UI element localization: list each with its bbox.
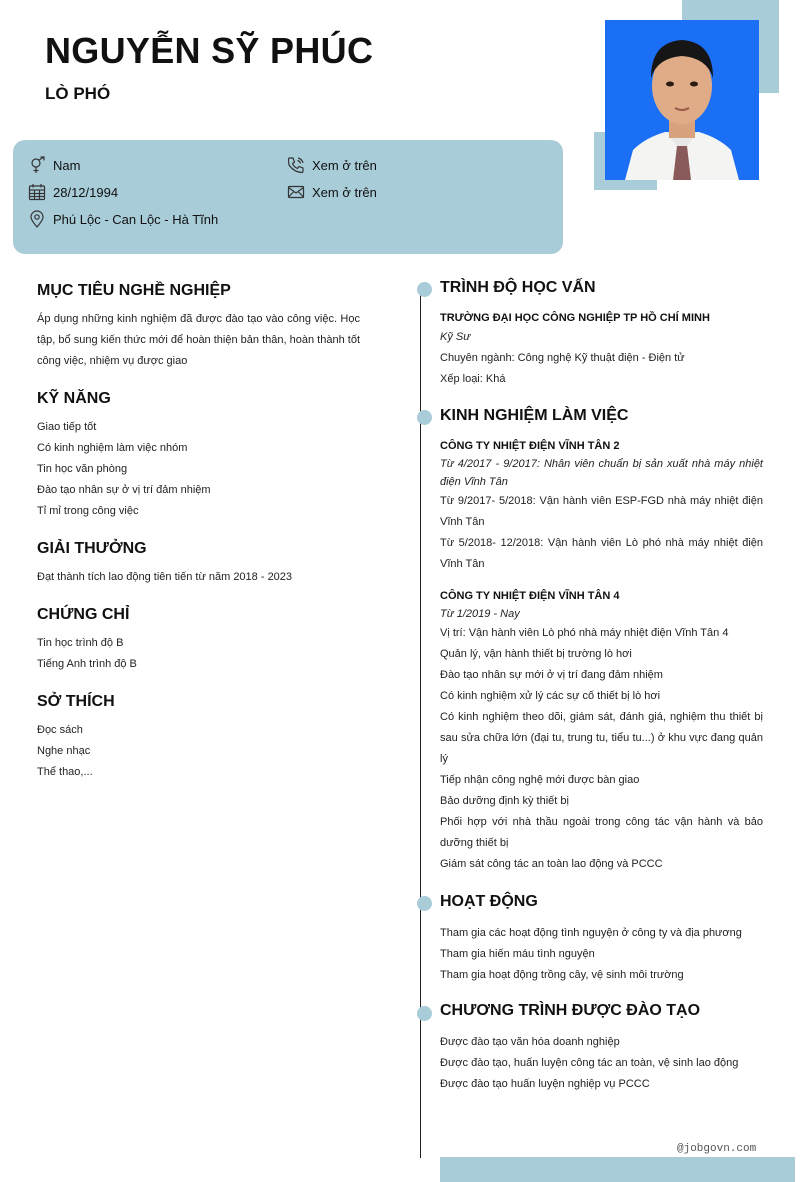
school-name: TRƯỜNG ĐẠI HỌC CÔNG NGHIỆP TP HỒ CHÍ MINH: [440, 312, 710, 324]
section-title: CHỨNG CHỈ: [37, 606, 130, 623]
objective-text: Áp dụng những kinh nghiệm đã được đào tạo vào công việc. Học tập, bổ sung kiến thức mới để hoàn thiện bản thân, hoàn thành tốt công việc, nhiệm vụ được giao: [37, 313, 360, 367]
list-item: Đạt thành tích lao động tiên tiến từ năm 2018 - 2023: [37, 571, 293, 583]
info-phone: [287, 156, 377, 174]
hobbies-section: [37, 693, 360, 783]
list-item: Có kinh nghiệm làm việc nhóm: [37, 442, 188, 454]
job-line: Có kinh nghiệm theo dõi, giám sát, đánh giá, nghiệm thu thiết bị sau sửa chữa lớn (đại tu, trung tu, tiểu tu...) ở khu vực đang quản lý: [440, 711, 763, 765]
info-email: [287, 183, 377, 201]
company-name: CÔNG TY NHIỆT ĐIỆN VĨNH TÂN 4: [440, 590, 620, 602]
activities-section: [440, 893, 763, 986]
info-gender: [28, 156, 80, 174]
section-title: KỸ NĂNG: [37, 390, 111, 407]
list-item: Tin học văn phòng: [37, 463, 128, 475]
email-icon: [287, 183, 305, 201]
training-section: [440, 1002, 763, 1095]
list-item: Đọc sách: [37, 724, 83, 736]
job-line: Có kinh nghiệm xử lý các sự cố thiết bị lò hơi: [440, 690, 661, 702]
list-item: Tỉ mỉ trong công việc: [37, 505, 139, 517]
dob-value: 28/12/1994: [53, 184, 119, 200]
job-line: Tiếp nhận công nghệ mới được bàn giao: [440, 774, 640, 786]
section-title: HOẠT ĐỘNG: [440, 893, 538, 910]
job-line: Từ 9/2017- 5/2018: Vận hành viên ESP-FGD nhà máy nhiệt điện Vĩnh Tân: [440, 495, 763, 528]
section-title: SỞ THÍCH: [37, 693, 115, 710]
job-entry: [440, 437, 763, 575]
job-line: Quản lý, vận hành thiết bị trường lò hơi: [440, 648, 632, 660]
address-value: Phú Lộc - Can Lộc - Hà Tĩnh: [53, 211, 219, 227]
section-title: KINH NGHIỆM LÀM VIỆC: [440, 407, 629, 424]
section-title: TRÌNH ĐỘ HỌC VẤN: [440, 279, 596, 296]
timeline-dot: [417, 282, 432, 297]
watermark: @jobgovn.com: [677, 1143, 757, 1155]
job-line: Bảo dưỡng định kỳ thiết bị: [440, 795, 569, 807]
list-item: Tham gia hoạt động trồng cây, vệ sinh môi trường: [440, 969, 684, 981]
job-period: Từ 4/2017 - 9/2017: Nhân viên chuẩn bị sản xuất nhà máy nhiệt điện Vĩnh Tân: [440, 458, 763, 488]
job-line: Giám sát công tác an toàn lao động và PCCC: [440, 858, 663, 870]
job-title: LÒ PHÓ: [45, 84, 111, 103]
profile-photo: [605, 20, 759, 180]
candidate-name: NGUYỄN SỸ PHÚC: [45, 30, 374, 71]
location-icon: [28, 210, 46, 228]
list-item: Được đào tạo, huấn luyện công tác an toàn, vệ sinh lao động: [440, 1057, 739, 1069]
info-dob: [28, 183, 118, 201]
list-item: Giao tiếp tốt: [37, 421, 97, 433]
skills-section: [37, 390, 360, 522]
list-item: Được đào tạo huấn luyện nghiệp vụ PCCC: [440, 1078, 650, 1090]
accent-block-bottom: [440, 1157, 795, 1182]
job-line: Vị trí: Vận hành viên Lò phó nhà máy nhiệt điện Vĩnh Tân 4: [440, 627, 729, 639]
timeline-dot: [417, 1006, 432, 1021]
calendar-icon: [28, 183, 46, 201]
certificates-section: [37, 606, 360, 675]
list-item: Tham gia các hoạt động tình nguyện ở công ty và địa phương: [440, 927, 742, 939]
list-item: Tham gia hiến máu tình nguyện: [440, 948, 595, 960]
timeline-dot: [417, 896, 432, 911]
section-title: MỤC TIÊU NGHỀ NGHIỆP: [37, 282, 231, 299]
job-period: Từ 1/2019 - Nay: [440, 608, 520, 620]
list-item: Thể thao,...: [37, 766, 93, 778]
left-column: [37, 282, 360, 801]
job-line: Đào tạo nhân sự mới ở vị trí đang đảm nhiệm: [440, 669, 663, 681]
objective-section: [37, 282, 360, 372]
list-item: Đào tạo nhân sự ở vị trí đảm nhiệm: [37, 484, 211, 496]
info-address: [28, 210, 218, 228]
email-value: Xem ở trên: [312, 184, 377, 200]
experience-section: [440, 407, 763, 875]
awards-section: [37, 540, 360, 588]
list-item: Tin học trình độ B: [37, 637, 124, 649]
gender-value: Nam: [53, 157, 81, 173]
degree: Kỹ Sư: [440, 331, 471, 343]
list-item: Được đào tạo văn hóa doanh nghiệp: [440, 1036, 620, 1048]
list-item: Nghe nhạc: [37, 745, 91, 757]
gender-icon: [28, 156, 46, 174]
job-entry: [440, 587, 763, 875]
grade: Xếp loại: Khá: [440, 373, 506, 385]
timeline-dot: [417, 410, 432, 425]
major: Chuyên ngành: Công nghệ Kỹ thuật điện - Điện tử: [440, 352, 685, 364]
job-line: Từ 5/2018- 12/2018: Vận hành viên Lò phó nhà máy nhiệt điện Vĩnh Tân: [440, 537, 763, 570]
phone-value: Xem ở trên: [312, 157, 377, 173]
education-section: [440, 279, 763, 390]
phone-icon: [287, 156, 305, 174]
list-item: Tiếng Anh trình độ B: [37, 658, 137, 670]
section-title: CHƯƠNG TRÌNH ĐƯỢC ĐÀO TẠO: [440, 1002, 701, 1019]
company-name: CÔNG TY NHIỆT ĐIỆN VĨNH TÂN 2: [440, 440, 620, 452]
job-line: Phối hợp với nhà thầu ngoài trong công tác vận hành và bảo dưỡng thiết bị: [440, 816, 763, 849]
section-title: GIẢI THƯỞNG: [37, 540, 147, 557]
